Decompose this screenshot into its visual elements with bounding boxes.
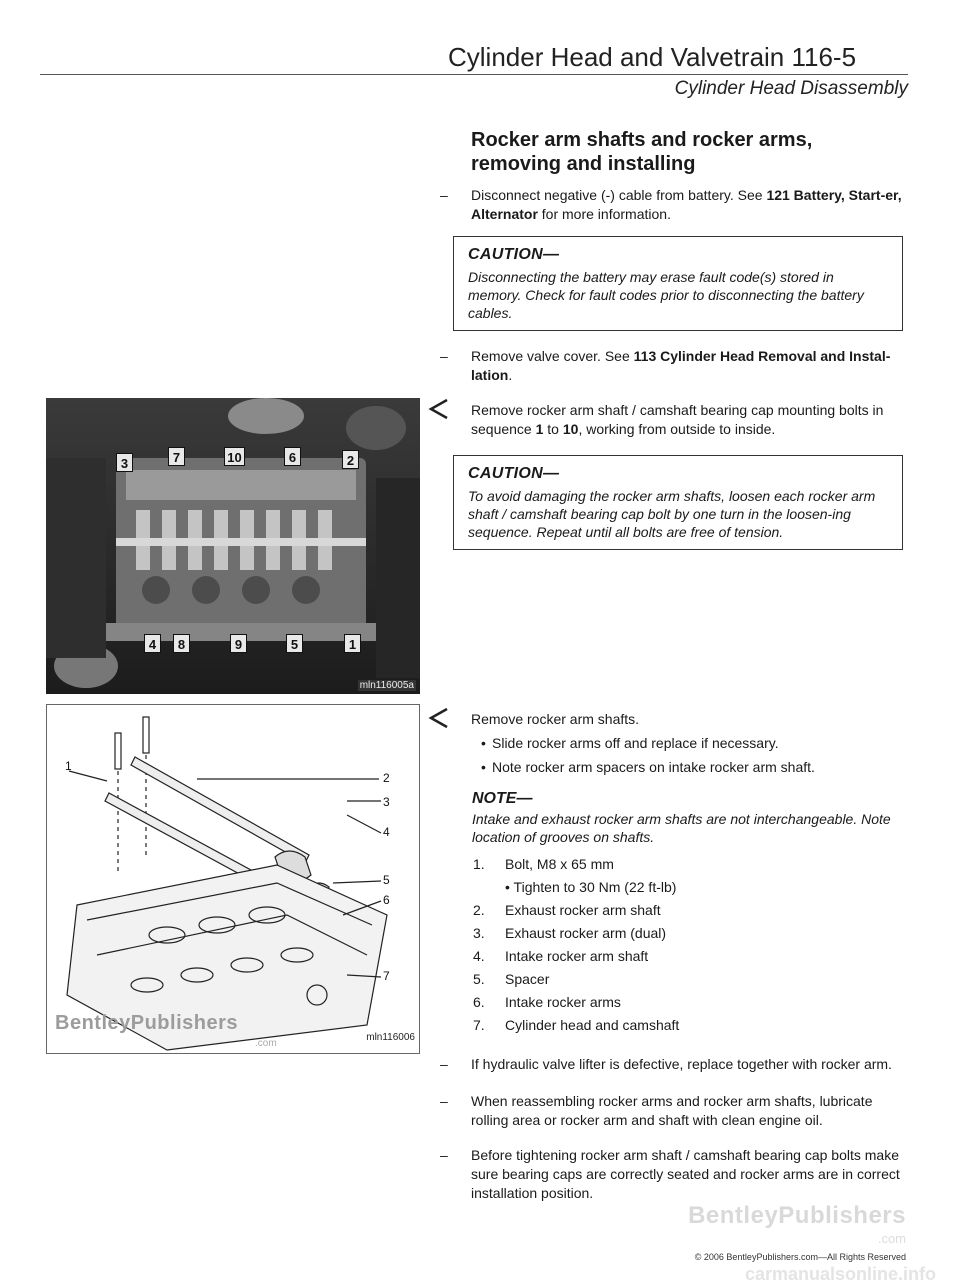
dash-marker: – [440,187,448,203]
part-label-7: 7 [383,969,390,983]
engine-photo-figure [46,398,420,694]
list-item: 5. Spacer [473,971,550,987]
list-item: 7. Cylinder head and camshaft [473,1017,680,1033]
cross-reference: 113 Cylinder Head Removal and Instal-lation [471,348,891,383]
callout-2: 2 [342,450,359,469]
step-text: Before tightening rocker arm shaft / camshaft bearing cap bolts make sure bearing caps are correctly seated and rocker arms are in correct installation position. [471,1147,900,1201]
part-label-4: 4 [383,825,390,839]
footer-logo-com: .com [877,1231,906,1246]
step-text: , working from outside to inside. [578,421,776,437]
list-item-torque: • Tighten to 30 Nm (22 ft-lb) [505,879,677,895]
caution-box-battery [453,236,903,331]
step-tighten-check [440,1146,910,1203]
step-text: If hydraulic valve lifter is defective, replace together with rocker arm. [471,1056,892,1072]
bullet-note-spacers: • Note rocker arm spacers on intake rocker arm shaft. [492,758,912,776]
step-text: Remove valve cover. See [471,348,634,364]
dash-marker: – [440,1147,448,1163]
callout-5: 5 [286,634,303,653]
step-text: . [508,367,513,383]
step-text: Disconnect negative (-) cable from battery. See [471,187,767,203]
section-title-line1: Rocker arm shafts and rocker arms, [471,129,813,151]
callout-7: 7 [168,447,185,466]
callout-3: 3 [116,453,133,472]
dash-marker: – [440,348,448,364]
header-rule [40,74,908,75]
caution-text: Disconnecting the battery may erase fault code(s) stored in memory. Check for fault codes prior to disconnecting the battery cables. [468,269,864,321]
sequence-start: 1 [535,421,544,437]
figure-code: mln116005a [359,680,414,691]
list-item: 6. Intake rocker arms [473,994,621,1010]
step-disconnect-battery [440,186,910,224]
callout-1: 1 [344,634,361,653]
part-label-2: 2 [383,771,390,785]
caution-box-rocker-shafts [453,455,903,550]
parts-list [473,856,903,1040]
note-box [472,790,912,846]
step-text: to [543,421,563,437]
section-title-line2: removing and installing [471,153,696,175]
sequence-end: 10 [562,421,579,437]
page-header-subtitle: Cylinder Head Disassembly [674,78,908,99]
cross-reference: 121 Battery, Start-er, Alternator [471,187,902,222]
dash-marker: – [440,1056,448,1072]
part-label-3: 3 [383,795,390,809]
callout-9: 9 [230,634,247,653]
watermark-com: .com [255,1038,277,1049]
step-remove-valve-cover [440,347,910,385]
part-label-6: 6 [383,893,390,907]
figure-pointer-icon [425,397,449,421]
caution-text: To avoid damaging the rocker arm shafts, loosen each rocker arm shaft / camshaft bearing cap bolt by one turn in the loosen-ing sequence. Repeat until all bolts are free of tension. [468,488,876,540]
part-label-5: 5 [383,873,390,887]
step-remove-bolts [440,401,910,439]
note-text: Intake and exhaust rocker arm shafts are not interchangeable. Note location of grooves on shafts. [472,811,891,845]
part-label-1: 1 [65,759,72,773]
exploded-view-illustration [47,705,419,1053]
list-item: 2. Exhaust rocker arm shaft [473,902,661,918]
callout-8: 8 [173,634,190,653]
callout-6: 6 [284,447,301,466]
callout-4: 4 [144,634,161,653]
caution-label: CAUTION— [468,246,560,263]
torque-spec: Tighten to 30 Nm (22 ft-lb) [513,879,677,895]
list-item: 1. Bolt, M8 x 65 mm [473,856,614,872]
step-hydraulic-lifter [440,1055,910,1074]
footer-logo: BentleyPublishers [688,1202,906,1229]
bullet-slide-rocker-arms: • Slide rocker arms off and replace if necessary. [492,734,912,752]
step-text: for more information. [537,206,671,222]
site-watermark: carmanualsonline.info [744,1264,936,1284]
section-title [471,128,911,176]
page-header-title: Cylinder Head and Valvetrain 116-5 [448,42,857,72]
exploded-view-figure [46,704,420,1054]
step-text: Remove rocker arm shafts. [471,711,640,727]
note-label: NOTE— [472,790,533,807]
callout-10: 10 [224,447,245,466]
caution-label: CAUTION— [468,465,560,482]
step-lubricate [440,1092,910,1130]
watermark-logo: BentleyPublishers [55,1012,239,1034]
step-remove-rocker-shafts [440,710,910,729]
figure-code: mln116006 [366,1032,415,1043]
list-item: 4. Intake rocker arm shaft [473,948,649,964]
copyright-notice: © 2006 BentleyPublishers.com—All Rights Reserved [694,1252,906,1262]
step-text: Remove rocker arm shaft / camshaft bearing cap mounting bolts in sequence [471,402,884,437]
dash-marker: – [440,1093,448,1109]
figure-pointer-icon [425,706,449,730]
list-item: 3. Exhaust rocker arm (dual) [473,925,667,941]
step-text: When reassembling rocker arms and rocker arm shafts, lubricate rolling area or rocker arm and shaft with clean engine oil. [471,1093,873,1128]
